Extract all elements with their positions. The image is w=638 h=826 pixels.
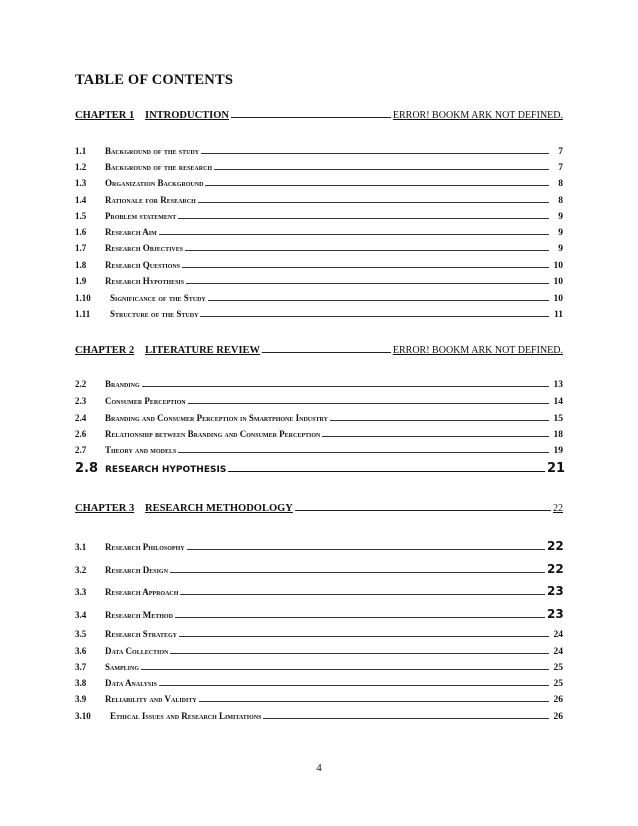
leader-line <box>199 694 549 702</box>
leader-line <box>205 178 549 186</box>
entry-page: 10 <box>553 261 563 271</box>
toc-entry-1-11[interactable] <box>75 309 563 320</box>
entry-page: 22 <box>547 539 564 553</box>
leader-line <box>330 413 549 421</box>
leader-line <box>142 379 549 387</box>
leader-line <box>200 309 549 317</box>
entry-number: 1.6 <box>75 227 87 237</box>
entry-page: 9 <box>558 212 563 222</box>
entry-page: 9 <box>558 244 563 254</box>
toc-entry-1-3[interactable] <box>75 178 563 189</box>
entry-page: 10 <box>553 277 563 287</box>
chapter-page: ERROR! BOOKM ARK NOT DEFINED. <box>392 345 563 356</box>
entry-label: Significance of the Study <box>110 293 206 303</box>
entry-number: 3.3 <box>75 587 87 597</box>
entry-label: Relationship between Branding and Consumer Perception <box>105 429 321 439</box>
entry-label: Consumer Perception <box>105 396 186 406</box>
entry-label: Branding and Consumer Perception in Smartphone Industry <box>105 413 328 423</box>
toc-entry-1-9[interactable] <box>75 276 563 287</box>
entry-page: 23 <box>547 584 564 598</box>
chapter-name: RESEARCH METHODOLOGY <box>145 503 293 514</box>
leader-line <box>170 646 549 654</box>
entry-label: Research Hypothesis <box>105 276 185 286</box>
entry-page: 19 <box>553 446 563 456</box>
entry-page: 13 <box>553 380 563 390</box>
entry-number: 3.7 <box>75 662 87 672</box>
page-number: 4 <box>316 762 322 774</box>
entry-label: Background of the research <box>105 162 213 172</box>
chapter-number: CHAPTER 2 <box>75 345 135 356</box>
entry-page: 21 <box>547 461 566 476</box>
entry-number: 2.8 <box>75 461 99 476</box>
leader-line <box>201 146 549 154</box>
entry-number: 1.7 <box>75 243 87 253</box>
toc-entry-2-2[interactable] <box>75 379 563 390</box>
leader-line <box>179 629 549 637</box>
toc-title: TABLE OF CONTENTS <box>75 72 234 88</box>
entry-number: 1.9 <box>75 276 87 286</box>
entry-label: Structure of the Study <box>110 309 199 319</box>
chapter-name: LITERATURE REVIEW <box>145 345 261 356</box>
entry-page: 25 <box>553 663 563 673</box>
entry-number: 2.6 <box>75 429 87 439</box>
entry-label: Theory and models <box>105 445 177 455</box>
entry-label: RESEARCH HYPOTHESIS <box>105 465 227 475</box>
toc-entry-2-4[interactable] <box>75 413 563 424</box>
entry-page: 9 <box>558 228 563 238</box>
leader-line <box>182 260 549 268</box>
entry-number: 3.1 <box>75 542 87 552</box>
entry-label: Research Method <box>105 610 173 620</box>
entry-page: 24 <box>553 630 563 640</box>
toc-entry-1-6[interactable] <box>75 227 563 238</box>
entry-number: 1.1 <box>75 146 87 156</box>
entry-number: 1.4 <box>75 195 87 205</box>
leader-line <box>186 276 549 284</box>
toc-entry-1-1[interactable] <box>75 146 563 157</box>
leader-line <box>295 501 551 511</box>
toc-entry-1-5[interactable] <box>75 211 563 222</box>
entry-number: 3.8 <box>75 678 87 688</box>
entry-number: 2.2 <box>75 379 87 389</box>
leader-line <box>322 429 549 437</box>
entry-label: Reliability and Validity <box>105 694 197 704</box>
entry-label: Research Aim <box>105 227 157 237</box>
toc-entry-2-3[interactable] <box>75 396 563 407</box>
toc-entry-3-8[interactable] <box>75 678 563 689</box>
chapter-number: CHAPTER 1 <box>75 110 135 121</box>
toc-entry-3-2[interactable] <box>75 562 563 576</box>
toc-entry-2-7[interactable] <box>75 445 563 456</box>
toc-entry-3-7[interactable] <box>75 662 563 673</box>
entry-label: Organization Background <box>105 178 204 188</box>
entry-page: 24 <box>553 647 563 657</box>
chapter-3-heading[interactable] <box>75 501 563 514</box>
entry-number: 3.9 <box>75 694 87 704</box>
entry-label: Data Analysis <box>105 678 157 688</box>
leader-line <box>187 542 545 550</box>
toc-entry-3-6[interactable] <box>75 646 563 657</box>
entry-number: 1.10 <box>75 293 91 303</box>
leader-line <box>188 396 549 404</box>
chapter-1-heading[interactable] <box>75 108 563 121</box>
entry-label: Research Questions <box>105 260 181 270</box>
entry-label: Research Strategy <box>105 629 177 639</box>
entry-label: Rationale for Research <box>105 195 196 205</box>
entry-number: 1.5 <box>75 211 87 221</box>
entry-label: Sampling <box>105 662 140 672</box>
entry-page: 14 <box>553 397 563 407</box>
entry-number: 3.10 <box>75 711 91 721</box>
toc-entry-3-3[interactable] <box>75 584 563 598</box>
entry-page: 25 <box>553 679 563 689</box>
entry-label: Problem statement <box>105 211 177 221</box>
toc-entry-3-1[interactable] <box>75 539 563 553</box>
entry-page: 18 <box>553 430 563 440</box>
entry-page: 26 <box>553 712 563 722</box>
toc-entry-1-8[interactable] <box>75 260 563 271</box>
entry-number: 1.11 <box>75 309 91 319</box>
chapter-name: INTRODUCTION <box>145 110 230 121</box>
entry-page: 8 <box>558 196 563 206</box>
chapter-page: ERROR! BOOKM ARK NOT DEFINED. <box>392 110 563 121</box>
leader-line <box>180 587 545 595</box>
leader-line <box>159 227 549 235</box>
leader-line <box>198 195 549 203</box>
leader-line <box>159 678 549 686</box>
entry-number: 3.5 <box>75 629 87 639</box>
toc-entry-1-10[interactable] <box>75 293 563 304</box>
leader-line <box>214 162 549 170</box>
entry-label: Ethical Issues and Research Limitations <box>110 711 262 721</box>
entry-page: 10 <box>553 294 563 304</box>
entry-number: 3.6 <box>75 646 87 656</box>
entry-number: 3.4 <box>75 610 87 620</box>
chapter-page: 22 <box>553 503 563 514</box>
entry-number: 2.7 <box>75 445 87 455</box>
entry-label: Branding <box>105 379 140 389</box>
entry-page: 7 <box>558 163 563 173</box>
entry-number: 1.3 <box>75 178 87 188</box>
leader-line <box>178 445 549 453</box>
toc-entry-3-4[interactable] <box>75 607 563 621</box>
entry-page: 7 <box>558 147 563 157</box>
toc-entry-2-8[interactable] <box>75 461 566 476</box>
entry-page: 22 <box>547 562 564 576</box>
entry-label: Research Design <box>105 565 168 575</box>
leader-line <box>178 211 549 219</box>
toc-entry-3-9[interactable] <box>75 694 563 705</box>
toc-entry-2-6[interactable] <box>75 429 563 440</box>
chapter-2-heading[interactable] <box>75 343 563 356</box>
toc-entry-1-2[interactable] <box>75 162 563 173</box>
entry-number: 1.2 <box>75 162 87 172</box>
entry-label: Background of the study <box>105 146 200 156</box>
entry-page: 11 <box>554 310 563 320</box>
entry-number: 1.8 <box>75 260 87 270</box>
leader-line <box>263 711 549 719</box>
chapter-number: CHAPTER 3 <box>75 503 135 514</box>
toc-entry-3-10[interactable] <box>75 711 563 722</box>
leader-line <box>175 610 545 618</box>
toc-entry-1-4[interactable] <box>75 195 563 206</box>
leader-line <box>228 462 545 472</box>
toc-entry-1-7[interactable] <box>75 243 563 254</box>
entry-page: 26 <box>553 695 563 705</box>
entry-label: Research Objectives <box>105 243 184 253</box>
entry-page: 8 <box>558 179 563 189</box>
entry-label: Research Philosophy <box>105 542 185 552</box>
leader-line <box>208 293 549 301</box>
entry-page: 15 <box>553 414 563 424</box>
entry-page: 23 <box>547 607 564 621</box>
leader-line <box>141 662 549 670</box>
entry-number: 2.3 <box>75 396 87 406</box>
entry-number: 2.4 <box>75 413 87 423</box>
leader-line <box>185 243 549 251</box>
leader-line <box>170 565 545 573</box>
leader-line <box>262 343 391 353</box>
entry-label: Research Approach <box>105 587 179 597</box>
entry-label: Data Collection <box>105 646 169 656</box>
entry-number: 3.2 <box>75 565 87 575</box>
toc-entry-3-5[interactable] <box>75 629 563 640</box>
leader-line <box>231 108 391 118</box>
